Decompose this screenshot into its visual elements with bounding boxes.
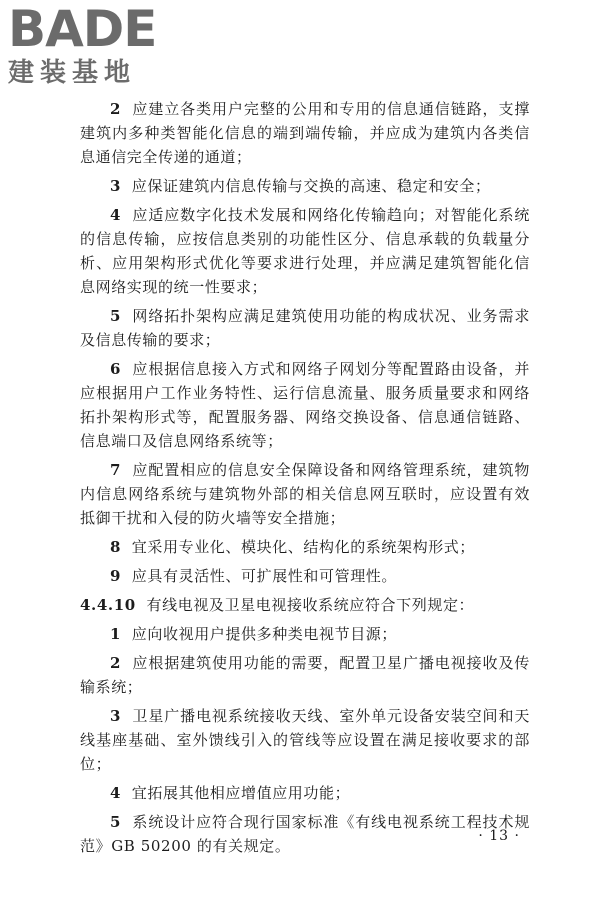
clause-item [80,622,530,646]
clause-item [80,564,530,588]
clause-text: 应根据信息接入方式和网络子网划分等配置路由设备，并应根据用户工作业务特性、运行信息流量、服务质量要求和网络拓扑架构形式等，配置服务器、网络交换设备、信息通信链路、信息端口及信息网络系统等； [80,360,530,450]
clause-item [80,535,530,559]
clause-text: 应适应数字化技术发展和网络化传输趋向；对智能化系统的信息传输，应按信息类别的功能性区分、信息承载的负载量分析、应用架构形式优化等要求进行处理，并应满足建筑智能化信息网络实现的统一性要求； [80,206,530,296]
clause-number: 5 [110,307,122,325]
clause-item [80,357,530,453]
logo-subtitle: 建装基地 [8,58,137,88]
clause-number: 7 [110,461,122,479]
clause-item [80,458,530,530]
clause-text: 网络拓扑架构应满足建筑使用功能的构成状况、业务需求及信息传输的要求； [80,307,530,349]
clause-item [80,781,530,805]
document-body [80,97,530,863]
section-number: 4.4.10 [80,596,136,614]
clause-text: 应建立各类用户完整的公用和专用的信息通信链路，支撑建筑内多种类智能化信息的端到端传输，并应成为建筑内各类信息通信完全传递的通道； [80,100,530,166]
clause-number: 9 [110,567,122,585]
clause-text: 应保证建筑内信息传输与交换的高速、稳定和安全； [131,177,491,195]
clause-number: 5 [110,813,122,831]
brand-logo [8,0,178,92]
clause-text: 应根据建筑使用功能的需要，配置卫星广播电视接收及传输系统； [80,654,530,696]
clause-item [80,704,530,776]
clause-text: 应向收视用户提供多种类电视节目源； [131,625,397,643]
logo-brand-text: BADE [8,0,157,58]
clause-item [80,174,530,198]
clause-number: 2 [110,100,122,118]
clause-item [80,97,530,169]
page-number: · 13 · [478,828,520,844]
clause-number: 4 [110,206,122,224]
section-heading [80,593,530,617]
clause-item [80,651,530,699]
clause-item [80,304,530,352]
clause-item [80,810,530,858]
clause-number: 1 [110,625,122,643]
section-title: 有线电视及卫星电视接收系统应符合下列规定： [146,596,475,614]
clause-number: 3 [110,707,122,725]
clause-number: 8 [110,538,122,556]
clause-number: 2 [110,654,122,672]
clause-text: 卫星广播电视系统接收天线、室外单元设备安装空间和天线基座基础、室外馈线引入的管线等应设置在满足接收要求的部位； [80,707,530,773]
clause-number: 4 [110,784,122,802]
clause-text: 系统设计应符合现行国家标准《有线电视系统工程技术规范》GB 50200 的有关规定。 [80,813,530,855]
clause-text: 宜采用专业化、模块化、结构化的系统架构形式； [131,538,475,556]
clause-number: 6 [110,360,122,378]
clause-text: 应具有灵活性、可扩展性和可管理性。 [131,567,397,585]
clause-text: 宜拓展其他相应增值应用功能； [131,784,351,802]
clause-item [80,203,530,299]
clause-text: 应配置相应的信息安全保障设备和网络管理系统，建筑物内信息网络系统与建筑物外部的相关信息网互联时，应设置有效抵御干扰和入侵的防火墙等安全措施； [80,461,530,527]
clause-number: 3 [110,177,122,195]
